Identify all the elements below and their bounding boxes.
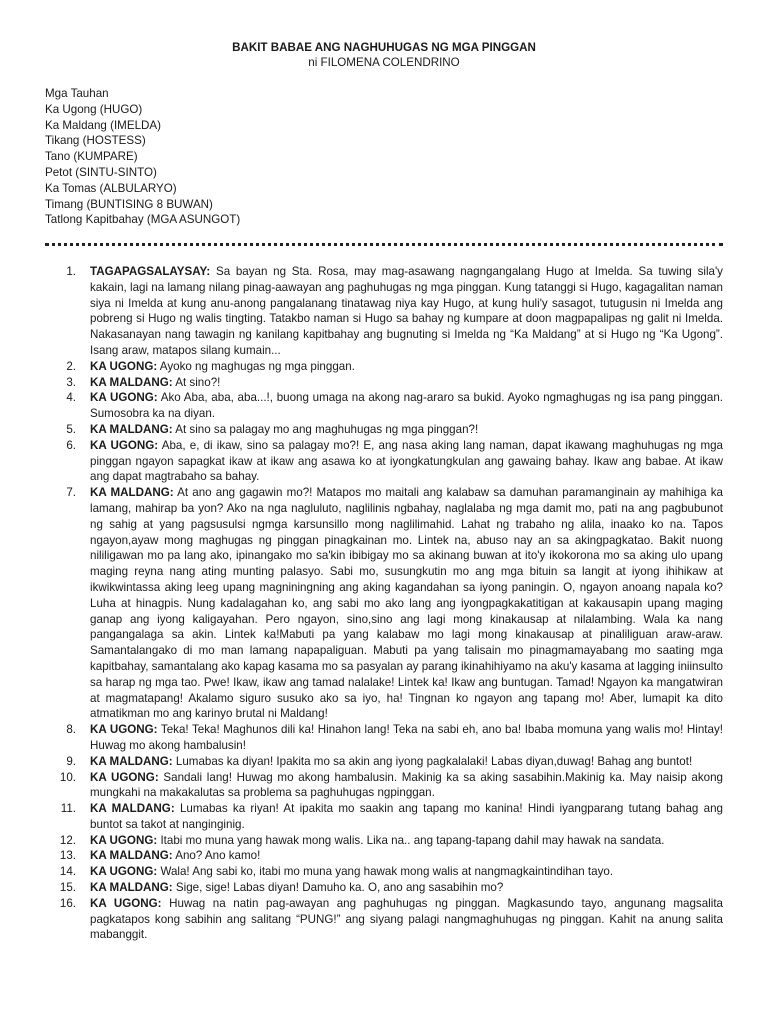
dialogue-line — [50, 801, 723, 833]
cast-heading: Mga Tauhan — [45, 87, 109, 100]
line-text: Aba, e, di ikaw, sino sa palagay mo?! E, ang nasa aking lang naman, dapat ikawang maghuhugas ng mga pinggan ngayon sapagkat ikaw at ikaw ang asawa ko at iyongkatungkulan ang gawaing bahay. Ikaw ang babae. At ikaw ang dapat magtrabaho sa bahay. — [90, 438, 723, 484]
dialogue-line — [50, 896, 723, 943]
dialogue-line — [50, 359, 723, 375]
speaker-label: KA UGONG: — [90, 896, 162, 910]
line-text: Wala! Ang sabi ko, itabi mo muna yang hawak mong walis at nangmagkaintindihan tayo. — [160, 865, 614, 879]
speaker-label: KA MALDANG: — [90, 849, 173, 863]
cast-member: Petot (SINTU-SINTO) — [45, 165, 157, 179]
speaker-label: KA UGONG: — [90, 391, 158, 405]
line-number: 12. — [59, 833, 76, 847]
line-number: 9. — [66, 754, 76, 768]
line-text: Sandali lang! Huwag mo akong hambalusin. Makinig ka sa aking sasabihin.Makinig ka. May naisip akong mungkahi na makakalutas sa problema sa paghuhugas ngpinggan. — [90, 770, 723, 800]
dialogue-line — [50, 722, 723, 754]
section-divider — [45, 243, 723, 246]
dialogue-line — [50, 375, 723, 391]
document-title: BAKIT BABAE ANG NAGHUHUGAS NG MGA PINGGAN — [232, 41, 536, 54]
line-text: At ano ang gagawin mo?! Matapos mo maitali ang kalabaw sa damuhan paramanginain ay mahihiga ka lamang, mahirap ba yon? Ako na nga nagluluto, naglilinis ngbahay, naglalaba ng mga damit mo, pati na ang pagbubunot ng sahig at yang pagsusulsi ngmga karsunsillo mong naglilimahid. Lahat ng trabaho ng alila, inaako ko na. Tapos ngayon,ayaw mong maghugas ng pinggan pinagkainan mo. Lintek na, abuso nay an sa akingpagkatao. Bakit nuong nililigawan mo pa lang ako, ipinangako mo sa'kin ibibigay mo sa akinang buwan at ito'y ikokorona mo sa aking ulo upang maging reyna nang ating munting palasyo. Sabi mo, susungkutin mo ang mga bituin sa langit at iyong ihihikaw at ikwikwintassa aking leeg upang magniningning ang aking kagandahan sa iyong paningin. O, ngayon anoang napala ko? Luha at hinagpis. Nung kadalagahan ko, ang sabi mo ako lang ang iyongpagkakatitigan at kakausapin upang maging ganap ang iyong kaligayahan. Pero ngayon, sino,sino ang lagi mong kinakausap at nilalambing. Wala ka nang pangangalaga sa akin. Lintek ka!Mabuti pa yang kalabaw mo lagi mong kinakausap at pinaliliguan araw-araw. Samantalangako di mo man lamang napapaliguan. Mabuti pa yang talisain mo pinagmamayabang mo saating mga kapitbahay, samantalang ako kapag kasama mo sa pasyalan ay parang ikinahihiyamo na aku'y kasama at lagging iniinsulto sa harap ng mga tao. Pwe! Ikaw, ikaw ang tamad nalalake! Lintek ka! Ikaw ang buntugan. Tamad! Ngayon ka mangatwiran at magmatapang! Akalamo siguro susuko ako sa iyo, ha! Tingnan ko ngayon ang tapang mo! Aber, lumapit ka dito atmatikman mo ang karinyo brutal ni Maldang! — [90, 486, 723, 721]
dialogue-line — [50, 833, 723, 849]
speaker-label: KA UGONG: — [90, 438, 159, 452]
speaker-label: KA UGONG: — [90, 723, 158, 737]
speaker-label: KA UGONG: — [90, 865, 158, 879]
cast-member: Tano (KUMPARE) — [45, 150, 138, 164]
line-number: 14. — [59, 865, 76, 879]
dialogue-line — [50, 390, 723, 422]
dialogue-line — [50, 264, 723, 359]
line-number: 6. — [66, 438, 76, 452]
cast-member: Tikang (HOSTESS) — [45, 134, 146, 148]
line-number: 16. — [59, 896, 76, 910]
dialogue-line — [50, 485, 723, 722]
cast-member: Ka Ugong (HUGO) — [45, 102, 143, 116]
line-text: At sino?! — [175, 375, 221, 389]
speaker-label: KA UGONG: — [90, 359, 158, 373]
line-text: At sino sa palagay mo ang maghuhugas ng mga pinggan?! — [175, 422, 479, 436]
line-text: Sige, sige! Labas diyan! Damuho ka. O, ano ang sasabihin mo? — [175, 881, 504, 895]
line-number: 1. — [66, 265, 76, 278]
line-number: 5. — [66, 422, 76, 436]
dialogue-line — [50, 848, 723, 864]
speaker-label: KA MALDANG: — [90, 486, 174, 500]
speaker-label: KA MALDANG: — [90, 754, 173, 768]
cast-member: Tatlong Kapitbahay (MGA ASUNGOT) — [45, 213, 241, 227]
speaker-label: KA MALDANG: — [90, 802, 175, 816]
line-text: Itabi mo muna yang hawak mong walis. Lika na.. ang tapang-tapang dahil may hawak na sandata. — [160, 833, 665, 847]
speaker-label: KA UGONG: — [90, 770, 159, 784]
cast-member: Ka Tomas (ALBULARYO) — [45, 181, 177, 195]
dialogue-line — [50, 438, 723, 485]
line-text: Lumabas ka diyan! Ipakita mo sa akin ang iyong pagkalalaki! Labas diyan,duwag! Bahag ang buntot! — [175, 754, 693, 768]
line-number: 10. — [59, 770, 76, 784]
speaker-label: KA MALDANG: — [90, 422, 173, 436]
line-text: Huwag na natin pag-awayan ang paghuhugas ng pinggan. Magkasundo tayo, angunang magsalita pagkatapos kong sabihin ang salitang “PUNG!” ang siyang palagi nangmaghuhugas ng pinggan. Kahit na anung salita mabanggit. — [90, 896, 723, 942]
speaker-label: KA MALDANG: — [90, 881, 173, 895]
dialogue-list — [50, 264, 723, 943]
speaker-label: KA MALDANG: — [90, 375, 173, 389]
line-text: Ayoko ng maghugas ng mga pinggan. — [159, 359, 355, 373]
line-number: 13. — [59, 849, 76, 863]
line-text: Lumabas ka riyan! At ipakita mo saakin ang tapang mo kanina! Hindi iyangparang tutang bahag ang buntot sa takot at nanginginig. — [90, 802, 723, 831]
dialogue-line — [50, 864, 723, 880]
dialogue-line — [50, 880, 723, 896]
dialogue-line — [50, 770, 723, 802]
author-line: ni FILOMENA COLENDRINO — [308, 56, 460, 69]
line-number: 8. — [66, 723, 76, 737]
line-number: 3. — [66, 375, 76, 389]
line-number: 4. — [66, 391, 76, 405]
cast-member: Timang (BUNTISING 8 BUWAN) — [45, 197, 213, 211]
line-number: 15. — [59, 881, 76, 895]
line-text: Sa bayan ng Sta. Rosa, may mag-asawang nagngangalang Hugo at Imelda. Sa tuwing sila'y kakain, lagi na lamang nilang pinag-aawayan ang paghuhugas ng mga pinggan. Kung tatanggi si Hugo, kagagalitan naman siya ni Imelda at kung anu-anong pangalanang tinatawag niya kay Hugo, at kung huli'y sasagot, tutugusin ni Imelda ang pobreng si Hugo ng walis tingting. Tatakbo naman si Hugo sa bahay ng kumpare at doon magpapalipas ng galit ni Imelda. Nakasanayan nang tawagin ng kanilang kapitbahay ang bugnuting si Imelda ng “Ka Maldang” at si Hugo ng “Ka Ugong”. Isang araw, matapos silang kumain... — [90, 265, 723, 357]
line-number: 2. — [66, 359, 76, 373]
dialogue-line — [50, 422, 723, 438]
cast-member: Ka Maldang (IMELDA) — [45, 118, 161, 132]
line-text: Ako Aba, aba, aba...!, buong umaga na akong nag-araro sa bukid. Ayoko ngmaghugas ng isa pang pinggan. Sumosobra ka na diyan. — [90, 391, 723, 421]
line-number: 11. — [60, 802, 76, 816]
line-number: 7. — [66, 486, 76, 500]
cast-list — [45, 86, 240, 228]
line-text: Ano? Ano kamo! — [175, 849, 261, 863]
line-text: Teka! Teka! Maghunos dili ka! Hinahon lang! Teka na sabi eh, ano ba! Ibaba momuna yang walis mo! Hintay! Huwag mo akong hambalusin! — [90, 723, 723, 752]
speaker-label: KA UGONG: — [90, 833, 158, 847]
dialogue-line — [50, 754, 723, 770]
speaker-label: TAGAPAGSALAYSAY: — [90, 265, 211, 278]
